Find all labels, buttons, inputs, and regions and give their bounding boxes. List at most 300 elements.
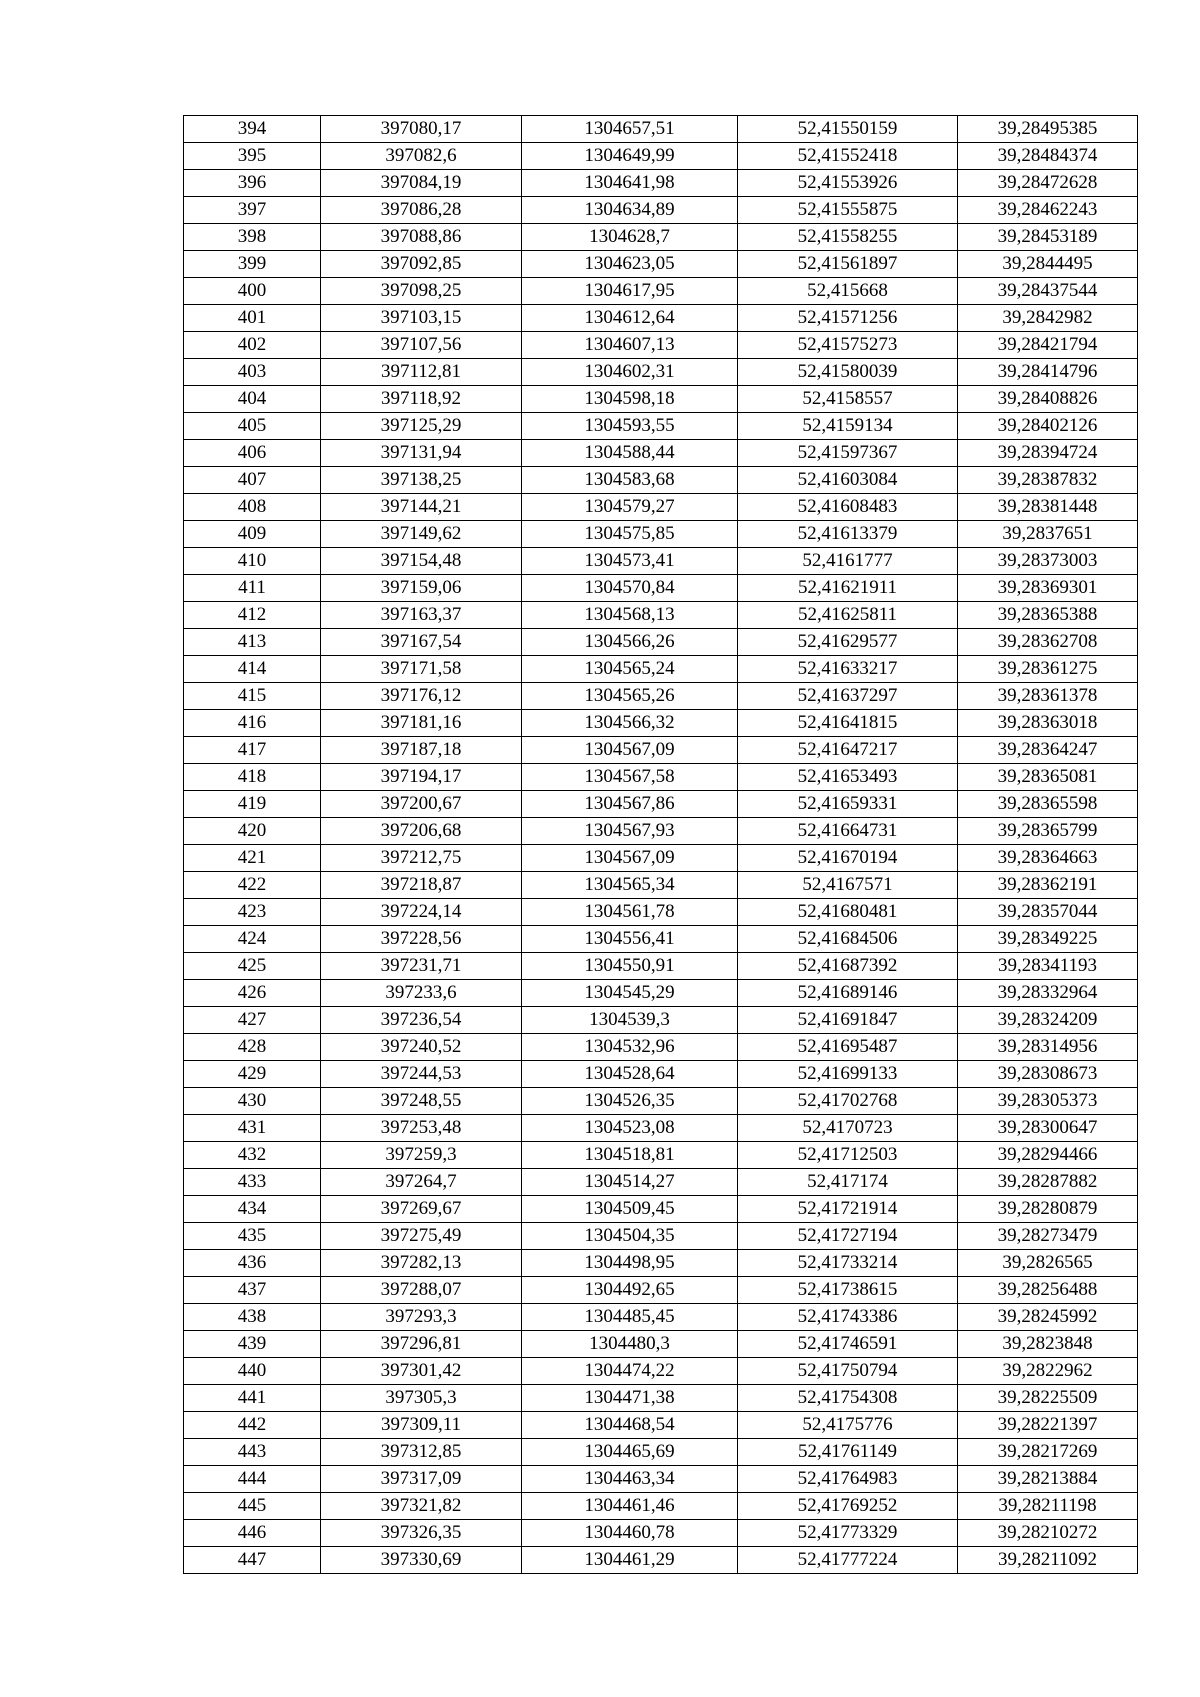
longitude-cell: 39,2826565 [958, 1250, 1138, 1277]
x-coordinate-cell: 397118,92 [321, 386, 522, 413]
y-coordinate-cell: 1304461,46 [522, 1493, 738, 1520]
y-coordinate-cell: 1304568,13 [522, 602, 738, 629]
point-number-cell: 441 [184, 1385, 321, 1412]
point-number-cell: 430 [184, 1088, 321, 1115]
point-number-cell: 428 [184, 1034, 321, 1061]
point-number-cell: 413 [184, 629, 321, 656]
latitude-cell: 52,41738615 [738, 1277, 958, 1304]
x-coordinate-cell: 397269,67 [321, 1196, 522, 1223]
x-coordinate-cell: 397171,58 [321, 656, 522, 683]
table-row [184, 1250, 1138, 1277]
y-coordinate-cell: 1304567,09 [522, 845, 738, 872]
y-coordinate-cell: 1304628,7 [522, 224, 738, 251]
latitude-cell: 52,4170723 [738, 1115, 958, 1142]
table-row [184, 1331, 1138, 1358]
point-number-cell: 434 [184, 1196, 321, 1223]
y-coordinate-cell: 1304575,85 [522, 521, 738, 548]
x-coordinate-cell: 397088,86 [321, 224, 522, 251]
longitude-cell: 39,28256488 [958, 1277, 1138, 1304]
point-number-cell: 396 [184, 170, 321, 197]
latitude-cell: 52,41754308 [738, 1385, 958, 1412]
latitude-cell: 52,4175776 [738, 1412, 958, 1439]
y-coordinate-cell: 1304634,89 [522, 197, 738, 224]
y-coordinate-cell: 1304570,84 [522, 575, 738, 602]
table-row [184, 386, 1138, 413]
table-row [184, 1358, 1138, 1385]
point-number-cell: 432 [184, 1142, 321, 1169]
y-coordinate-cell: 1304528,64 [522, 1061, 738, 1088]
table-row [184, 602, 1138, 629]
table-row [184, 251, 1138, 278]
latitude-cell: 52,41621911 [738, 575, 958, 602]
point-number-cell: 420 [184, 818, 321, 845]
y-coordinate-cell: 1304518,81 [522, 1142, 738, 1169]
longitude-cell: 39,28421794 [958, 332, 1138, 359]
point-number-cell: 407 [184, 467, 321, 494]
y-coordinate-cell: 1304463,34 [522, 1466, 738, 1493]
latitude-cell: 52,41733214 [738, 1250, 958, 1277]
point-number-cell: 405 [184, 413, 321, 440]
point-number-cell: 443 [184, 1439, 321, 1466]
point-number-cell: 419 [184, 791, 321, 818]
table-row [184, 872, 1138, 899]
x-coordinate-cell: 397154,48 [321, 548, 522, 575]
longitude-cell: 39,28362708 [958, 629, 1138, 656]
x-coordinate-cell: 397326,35 [321, 1520, 522, 1547]
point-number-cell: 433 [184, 1169, 321, 1196]
x-coordinate-cell: 397098,25 [321, 278, 522, 305]
x-coordinate-cell: 397167,54 [321, 629, 522, 656]
point-number-cell: 402 [184, 332, 321, 359]
x-coordinate-cell: 397259,3 [321, 1142, 522, 1169]
table-row [184, 1493, 1138, 1520]
latitude-cell: 52,41629577 [738, 629, 958, 656]
longitude-cell: 39,28462243 [958, 197, 1138, 224]
table-row [184, 1466, 1138, 1493]
coordinates-table [183, 115, 1138, 1574]
x-coordinate-cell: 397233,6 [321, 980, 522, 1007]
table-row [184, 1385, 1138, 1412]
table-row [184, 1547, 1138, 1574]
point-number-cell: 446 [184, 1520, 321, 1547]
x-coordinate-cell: 397159,06 [321, 575, 522, 602]
y-coordinate-cell: 1304480,3 [522, 1331, 738, 1358]
latitude-cell: 52,41670194 [738, 845, 958, 872]
table-row [184, 116, 1138, 143]
table-row [184, 575, 1138, 602]
y-coordinate-cell: 1304460,78 [522, 1520, 738, 1547]
y-coordinate-cell: 1304556,41 [522, 926, 738, 953]
latitude-cell: 52,41727194 [738, 1223, 958, 1250]
latitude-cell: 52,41625811 [738, 602, 958, 629]
x-coordinate-cell: 397144,21 [321, 494, 522, 521]
table-row [184, 1007, 1138, 1034]
table-row [184, 494, 1138, 521]
longitude-cell: 39,28361275 [958, 656, 1138, 683]
y-coordinate-cell: 1304565,24 [522, 656, 738, 683]
latitude-cell: 52,41695487 [738, 1034, 958, 1061]
point-number-cell: 440 [184, 1358, 321, 1385]
point-number-cell: 394 [184, 116, 321, 143]
latitude-cell: 52,4167571 [738, 872, 958, 899]
y-coordinate-cell: 1304514,27 [522, 1169, 738, 1196]
x-coordinate-cell: 397282,13 [321, 1250, 522, 1277]
point-number-cell: 398 [184, 224, 321, 251]
longitude-cell: 39,28484374 [958, 143, 1138, 170]
longitude-cell: 39,2822962 [958, 1358, 1138, 1385]
latitude-cell: 52,41653493 [738, 764, 958, 791]
y-coordinate-cell: 1304579,27 [522, 494, 738, 521]
longitude-cell: 39,28300647 [958, 1115, 1138, 1142]
x-coordinate-cell: 397103,15 [321, 305, 522, 332]
longitude-cell: 39,28387832 [958, 467, 1138, 494]
longitude-cell: 39,28211198 [958, 1493, 1138, 1520]
latitude-cell: 52,41597367 [738, 440, 958, 467]
latitude-cell: 52,41647217 [738, 737, 958, 764]
x-coordinate-cell: 397080,17 [321, 116, 522, 143]
longitude-cell: 39,28245992 [958, 1304, 1138, 1331]
longitude-cell: 39,28341193 [958, 953, 1138, 980]
latitude-cell: 52,4158557 [738, 386, 958, 413]
point-number-cell: 445 [184, 1493, 321, 1520]
y-coordinate-cell: 1304492,65 [522, 1277, 738, 1304]
table-row [184, 683, 1138, 710]
x-coordinate-cell: 397176,12 [321, 683, 522, 710]
longitude-cell: 39,28287882 [958, 1169, 1138, 1196]
longitude-cell: 39,28364247 [958, 737, 1138, 764]
y-coordinate-cell: 1304485,45 [522, 1304, 738, 1331]
longitude-cell: 39,28217269 [958, 1439, 1138, 1466]
y-coordinate-cell: 1304567,86 [522, 791, 738, 818]
table-row [184, 170, 1138, 197]
table-row [184, 899, 1138, 926]
y-coordinate-cell: 1304471,38 [522, 1385, 738, 1412]
y-coordinate-cell: 1304573,41 [522, 548, 738, 575]
point-number-cell: 436 [184, 1250, 321, 1277]
point-number-cell: 399 [184, 251, 321, 278]
point-number-cell: 406 [184, 440, 321, 467]
table-row [184, 629, 1138, 656]
longitude-cell: 39,2823848 [958, 1331, 1138, 1358]
table-row [184, 791, 1138, 818]
latitude-cell: 52,4159134 [738, 413, 958, 440]
y-coordinate-cell: 1304612,64 [522, 305, 738, 332]
table-row [184, 467, 1138, 494]
x-coordinate-cell: 397248,55 [321, 1088, 522, 1115]
table-row [184, 413, 1138, 440]
latitude-cell: 52,41571256 [738, 305, 958, 332]
x-coordinate-cell: 397264,7 [321, 1169, 522, 1196]
point-number-cell: 417 [184, 737, 321, 764]
point-number-cell: 411 [184, 575, 321, 602]
longitude-cell: 39,28332964 [958, 980, 1138, 1007]
longitude-cell: 39,28402126 [958, 413, 1138, 440]
point-number-cell: 397 [184, 197, 321, 224]
latitude-cell: 52,41613379 [738, 521, 958, 548]
y-coordinate-cell: 1304641,98 [522, 170, 738, 197]
x-coordinate-cell: 397240,52 [321, 1034, 522, 1061]
latitude-cell: 52,41641815 [738, 710, 958, 737]
latitude-cell: 52,417174 [738, 1169, 958, 1196]
longitude-cell: 39,2844495 [958, 251, 1138, 278]
latitude-cell: 52,41637297 [738, 683, 958, 710]
point-number-cell: 404 [184, 386, 321, 413]
longitude-cell: 39,28362191 [958, 872, 1138, 899]
y-coordinate-cell: 1304607,13 [522, 332, 738, 359]
longitude-cell: 39,28365388 [958, 602, 1138, 629]
latitude-cell: 52,41608483 [738, 494, 958, 521]
point-number-cell: 416 [184, 710, 321, 737]
y-coordinate-cell: 1304539,3 [522, 1007, 738, 1034]
point-number-cell: 400 [184, 278, 321, 305]
x-coordinate-cell: 397131,94 [321, 440, 522, 467]
table-row [184, 305, 1138, 332]
point-number-cell: 409 [184, 521, 321, 548]
point-number-cell: 425 [184, 953, 321, 980]
y-coordinate-cell: 1304550,91 [522, 953, 738, 980]
y-coordinate-cell: 1304565,34 [522, 872, 738, 899]
x-coordinate-cell: 397236,54 [321, 1007, 522, 1034]
latitude-cell: 52,41689146 [738, 980, 958, 1007]
y-coordinate-cell: 1304532,96 [522, 1034, 738, 1061]
latitude-cell: 52,41550159 [738, 116, 958, 143]
longitude-cell: 39,28453189 [958, 224, 1138, 251]
point-number-cell: 395 [184, 143, 321, 170]
table-row [184, 980, 1138, 1007]
y-coordinate-cell: 1304623,05 [522, 251, 738, 278]
x-coordinate-cell: 397224,14 [321, 899, 522, 926]
table-row [184, 1223, 1138, 1250]
y-coordinate-cell: 1304468,54 [522, 1412, 738, 1439]
table-row [184, 1277, 1138, 1304]
y-coordinate-cell: 1304561,78 [522, 899, 738, 926]
y-coordinate-cell: 1304465,69 [522, 1439, 738, 1466]
table-row [184, 143, 1138, 170]
table-row [184, 845, 1138, 872]
latitude-cell: 52,41561897 [738, 251, 958, 278]
longitude-cell: 39,28495385 [958, 116, 1138, 143]
latitude-cell: 52,41761149 [738, 1439, 958, 1466]
table-row [184, 1142, 1138, 1169]
x-coordinate-cell: 397125,29 [321, 413, 522, 440]
point-number-cell: 447 [184, 1547, 321, 1574]
x-coordinate-cell: 397296,81 [321, 1331, 522, 1358]
y-coordinate-cell: 1304602,31 [522, 359, 738, 386]
longitude-cell: 39,28414796 [958, 359, 1138, 386]
latitude-cell: 52,41580039 [738, 359, 958, 386]
x-coordinate-cell: 397084,19 [321, 170, 522, 197]
latitude-cell: 52,41552418 [738, 143, 958, 170]
x-coordinate-cell: 397228,56 [321, 926, 522, 953]
point-number-cell: 431 [184, 1115, 321, 1142]
table-row [184, 278, 1138, 305]
x-coordinate-cell: 397082,6 [321, 143, 522, 170]
point-number-cell: 437 [184, 1277, 321, 1304]
point-number-cell: 412 [184, 602, 321, 629]
longitude-cell: 39,28361378 [958, 683, 1138, 710]
longitude-cell: 39,28365081 [958, 764, 1138, 791]
longitude-cell: 39,28394724 [958, 440, 1138, 467]
table-row [184, 1439, 1138, 1466]
latitude-cell: 52,41743386 [738, 1304, 958, 1331]
latitude-cell: 52,41702768 [738, 1088, 958, 1115]
latitude-cell: 52,41691847 [738, 1007, 958, 1034]
table-row [184, 953, 1138, 980]
x-coordinate-cell: 397321,82 [321, 1493, 522, 1520]
coordinates-table-body [184, 116, 1138, 1574]
longitude-cell: 39,28280879 [958, 1196, 1138, 1223]
table-row [184, 359, 1138, 386]
longitude-cell: 39,28365799 [958, 818, 1138, 845]
x-coordinate-cell: 397206,68 [321, 818, 522, 845]
x-coordinate-cell: 397163,37 [321, 602, 522, 629]
x-coordinate-cell: 397275,49 [321, 1223, 522, 1250]
latitude-cell: 52,4161777 [738, 548, 958, 575]
point-number-cell: 401 [184, 305, 321, 332]
table-row [184, 1196, 1138, 1223]
latitude-cell: 52,41664731 [738, 818, 958, 845]
latitude-cell: 52,41687392 [738, 953, 958, 980]
longitude-cell: 39,2842982 [958, 305, 1138, 332]
longitude-cell: 39,28294466 [958, 1142, 1138, 1169]
x-coordinate-cell: 397244,53 [321, 1061, 522, 1088]
y-coordinate-cell: 1304566,26 [522, 629, 738, 656]
table-row [184, 1304, 1138, 1331]
longitude-cell: 39,28210272 [958, 1520, 1138, 1547]
longitude-cell: 39,28273479 [958, 1223, 1138, 1250]
y-coordinate-cell: 1304566,32 [522, 710, 738, 737]
latitude-cell: 52,41603084 [738, 467, 958, 494]
longitude-cell: 39,28364663 [958, 845, 1138, 872]
x-coordinate-cell: 397212,75 [321, 845, 522, 872]
y-coordinate-cell: 1304565,26 [522, 683, 738, 710]
y-coordinate-cell: 1304567,93 [522, 818, 738, 845]
longitude-cell: 39,2837651 [958, 521, 1138, 548]
latitude-cell: 52,41712503 [738, 1142, 958, 1169]
latitude-cell: 52,41750794 [738, 1358, 958, 1385]
point-number-cell: 423 [184, 899, 321, 926]
y-coordinate-cell: 1304617,95 [522, 278, 738, 305]
latitude-cell: 52,41555875 [738, 197, 958, 224]
y-coordinate-cell: 1304649,99 [522, 143, 738, 170]
x-coordinate-cell: 397293,3 [321, 1304, 522, 1331]
longitude-cell: 39,28472628 [958, 170, 1138, 197]
y-coordinate-cell: 1304545,29 [522, 980, 738, 1007]
latitude-cell: 52,41764983 [738, 1466, 958, 1493]
x-coordinate-cell: 397086,28 [321, 197, 522, 224]
table-row [184, 764, 1138, 791]
latitude-cell: 52,415668 [738, 278, 958, 305]
longitude-cell: 39,28213884 [958, 1466, 1138, 1493]
latitude-cell: 52,41746591 [738, 1331, 958, 1358]
latitude-cell: 52,41659331 [738, 791, 958, 818]
point-number-cell: 439 [184, 1331, 321, 1358]
y-coordinate-cell: 1304526,35 [522, 1088, 738, 1115]
table-row [184, 1088, 1138, 1115]
point-number-cell: 410 [184, 548, 321, 575]
y-coordinate-cell: 1304523,08 [522, 1115, 738, 1142]
point-number-cell: 442 [184, 1412, 321, 1439]
table-row [184, 1115, 1138, 1142]
point-number-cell: 408 [184, 494, 321, 521]
point-number-cell: 444 [184, 1466, 321, 1493]
table-row [184, 440, 1138, 467]
longitude-cell: 39,28314956 [958, 1034, 1138, 1061]
x-coordinate-cell: 397181,16 [321, 710, 522, 737]
longitude-cell: 39,28349225 [958, 926, 1138, 953]
x-coordinate-cell: 397288,07 [321, 1277, 522, 1304]
y-coordinate-cell: 1304567,09 [522, 737, 738, 764]
latitude-cell: 52,41684506 [738, 926, 958, 953]
y-coordinate-cell: 1304567,58 [522, 764, 738, 791]
x-coordinate-cell: 397187,18 [321, 737, 522, 764]
table-row [184, 1520, 1138, 1547]
x-coordinate-cell: 397330,69 [321, 1547, 522, 1574]
point-number-cell: 414 [184, 656, 321, 683]
y-coordinate-cell: 1304461,29 [522, 1547, 738, 1574]
x-coordinate-cell: 397138,25 [321, 467, 522, 494]
point-number-cell: 415 [184, 683, 321, 710]
latitude-cell: 52,41680481 [738, 899, 958, 926]
longitude-cell: 39,28225509 [958, 1385, 1138, 1412]
x-coordinate-cell: 397149,62 [321, 521, 522, 548]
longitude-cell: 39,28308673 [958, 1061, 1138, 1088]
table-row [184, 332, 1138, 359]
point-number-cell: 418 [184, 764, 321, 791]
point-number-cell: 403 [184, 359, 321, 386]
x-coordinate-cell: 397092,85 [321, 251, 522, 278]
longitude-cell: 39,28211092 [958, 1547, 1138, 1574]
y-coordinate-cell: 1304593,55 [522, 413, 738, 440]
x-coordinate-cell: 397218,87 [321, 872, 522, 899]
x-coordinate-cell: 397194,17 [321, 764, 522, 791]
y-coordinate-cell: 1304509,45 [522, 1196, 738, 1223]
x-coordinate-cell: 397200,67 [321, 791, 522, 818]
latitude-cell: 52,41553926 [738, 170, 958, 197]
y-coordinate-cell: 1304583,68 [522, 467, 738, 494]
point-number-cell: 422 [184, 872, 321, 899]
table-row [184, 737, 1138, 764]
y-coordinate-cell: 1304588,44 [522, 440, 738, 467]
table-row [184, 926, 1138, 953]
longitude-cell: 39,28357044 [958, 899, 1138, 926]
table-row [184, 656, 1138, 683]
table-row [184, 1034, 1138, 1061]
longitude-cell: 39,28365598 [958, 791, 1138, 818]
point-number-cell: 435 [184, 1223, 321, 1250]
latitude-cell: 52,41575273 [738, 332, 958, 359]
y-coordinate-cell: 1304498,95 [522, 1250, 738, 1277]
longitude-cell: 39,28369301 [958, 575, 1138, 602]
table-row [184, 710, 1138, 737]
table-row [184, 521, 1138, 548]
longitude-cell: 39,28408826 [958, 386, 1138, 413]
latitude-cell: 52,41558255 [738, 224, 958, 251]
longitude-cell: 39,28381448 [958, 494, 1138, 521]
table-row [184, 548, 1138, 575]
y-coordinate-cell: 1304504,35 [522, 1223, 738, 1250]
longitude-cell: 39,28221397 [958, 1412, 1138, 1439]
x-coordinate-cell: 397317,09 [321, 1466, 522, 1493]
latitude-cell: 52,41699133 [738, 1061, 958, 1088]
y-coordinate-cell: 1304474,22 [522, 1358, 738, 1385]
latitude-cell: 52,41633217 [738, 656, 958, 683]
x-coordinate-cell: 397231,71 [321, 953, 522, 980]
x-coordinate-cell: 397301,42 [321, 1358, 522, 1385]
latitude-cell: 52,41721914 [738, 1196, 958, 1223]
longitude-cell: 39,28373003 [958, 548, 1138, 575]
table-row [184, 1061, 1138, 1088]
